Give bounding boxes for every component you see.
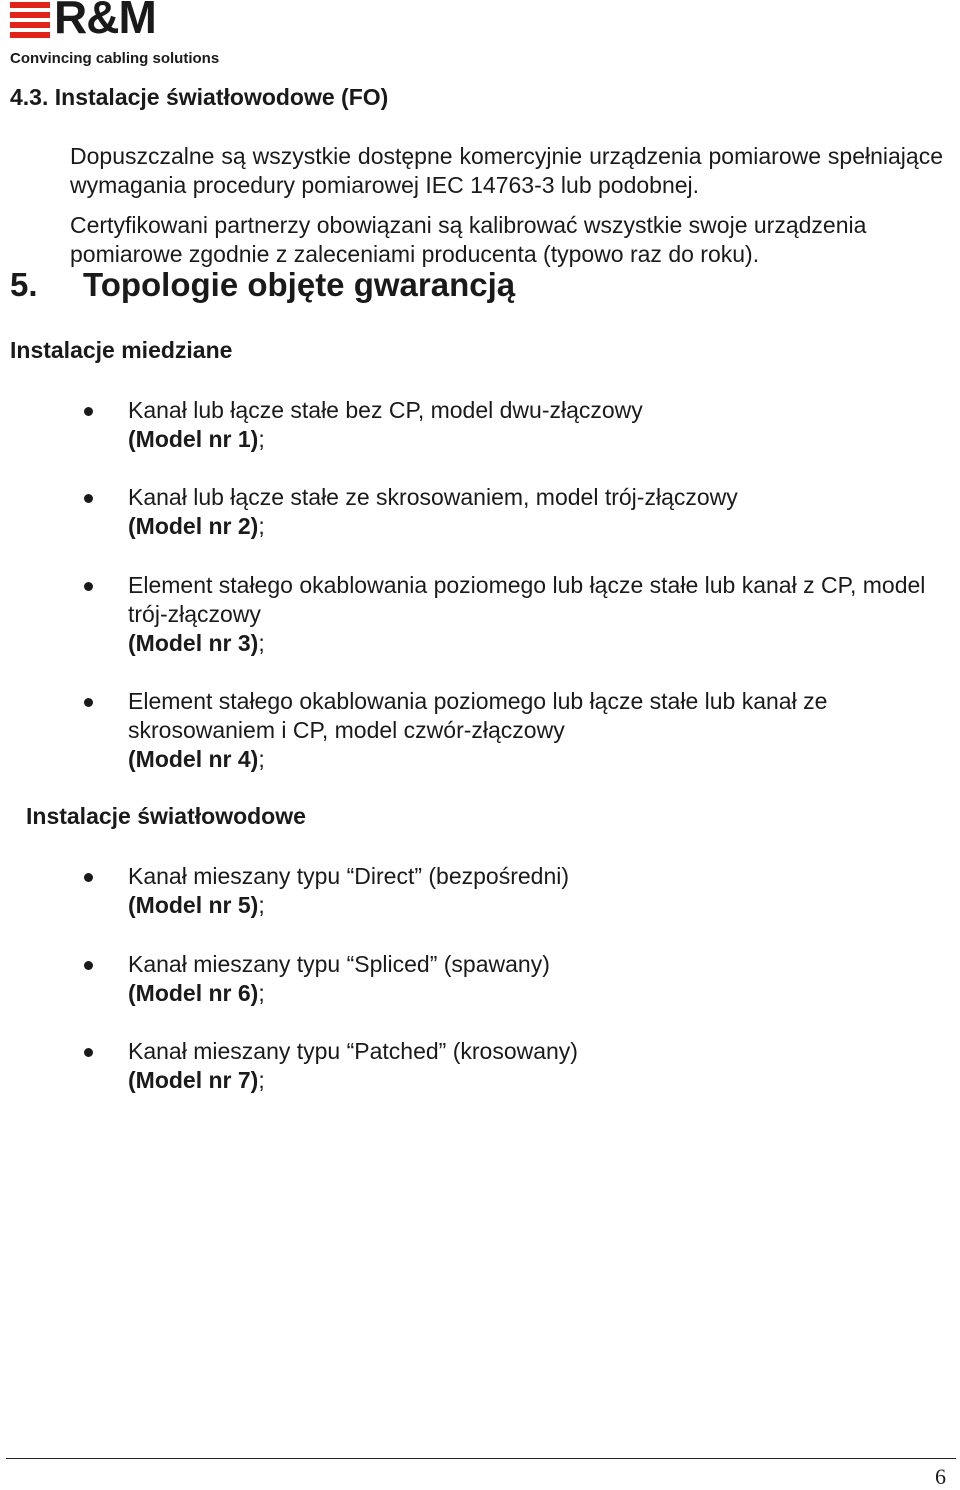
subsection-title: 4.3. Instalacje światłowodowe (FO): [10, 84, 389, 110]
logo-name: R&M: [54, 0, 156, 43]
bullet-icon: [84, 407, 93, 416]
list-item: [128, 483, 928, 541]
list-item-suffix: ;: [258, 746, 265, 772]
model-label: (Model nr 4): [128, 746, 259, 772]
bullet-icon: [84, 698, 93, 707]
list-item-text: Kanał mieszany typu “Direct” (bezpośredni): [128, 863, 570, 889]
model-label: (Model nr 5): [128, 892, 259, 918]
model-label: (Model nr 2): [128, 513, 259, 539]
list-item-suffix: ;: [258, 426, 265, 452]
paragraph-calibration: Certyfikowani partnerzy obowiązani są kalibrować wszystkie swoje urządzenia pomiarowe zgodnie z zaleceniami producenta (typowo raz do roku).: [70, 212, 867, 267]
list-item: [128, 571, 928, 658]
section-title: Topologie objęte gwarancją: [83, 266, 516, 303]
list-item-suffix: ;: [258, 980, 265, 1006]
list-item-suffix: ;: [258, 513, 265, 539]
section-heading: [10, 266, 515, 304]
list-item-text: Element stałego okablowania poziomego lub łącze stałe lub kanał z CP, model trój-złączowy: [128, 572, 926, 627]
bullet-icon: [84, 582, 93, 591]
page-number: 6: [935, 1464, 946, 1489]
company-logo: [10, 0, 225, 68]
logo-stripes-icon: [10, 2, 50, 38]
fiber-heading: Instalacje światłowodowe: [26, 803, 306, 829]
list-item: [128, 687, 928, 774]
bullet-icon: [84, 961, 93, 970]
copper-heading: Instalacje miedziane: [10, 337, 233, 363]
list-item-suffix: ;: [258, 892, 265, 918]
model-label: (Model nr 7): [128, 1067, 259, 1093]
list-item: [128, 862, 928, 920]
bullet-icon: [84, 1048, 93, 1057]
logo-tagline: Convincing cabling solutions: [10, 50, 220, 67]
list-item-text: Kanał lub łącze stałe bez CP, model dwu-złączowy: [128, 397, 643, 423]
list-item-text: Element stałego okablowania poziomego lub łącze stałe lub kanał ze skrosowaniem i CP, model czwór-złączowy: [128, 688, 828, 743]
bullet-icon: [84, 873, 93, 882]
list-item-text: Kanał mieszany typu “Patched” (krosowany): [128, 1038, 578, 1064]
list-item-text: Kanał mieszany typu “Spliced” (spawany): [128, 951, 550, 977]
list-item: [128, 1037, 928, 1095]
model-label: (Model nr 3): [128, 630, 259, 656]
list-item-suffix: ;: [258, 630, 265, 656]
bullet-icon: [84, 494, 93, 503]
list-item: [128, 396, 928, 454]
section-number: 5.: [10, 266, 38, 303]
list-item: [128, 950, 928, 1008]
footer-divider: [6, 1458, 956, 1459]
list-item-suffix: ;: [258, 1067, 265, 1093]
paragraph-measurement-devices: Dopuszczalne są wszystkie dostępne komercyjnie urządzenia pomiarowe spełniające wymagania procedury pomiarowej IEC 14763-3 lub podobnej.: [70, 143, 943, 198]
model-label: (Model nr 1): [128, 426, 259, 452]
list-item-text: Kanał lub łącze stałe ze skrosowaniem, model trój-złączowy: [128, 484, 738, 510]
model-label: (Model nr 6): [128, 980, 259, 1006]
